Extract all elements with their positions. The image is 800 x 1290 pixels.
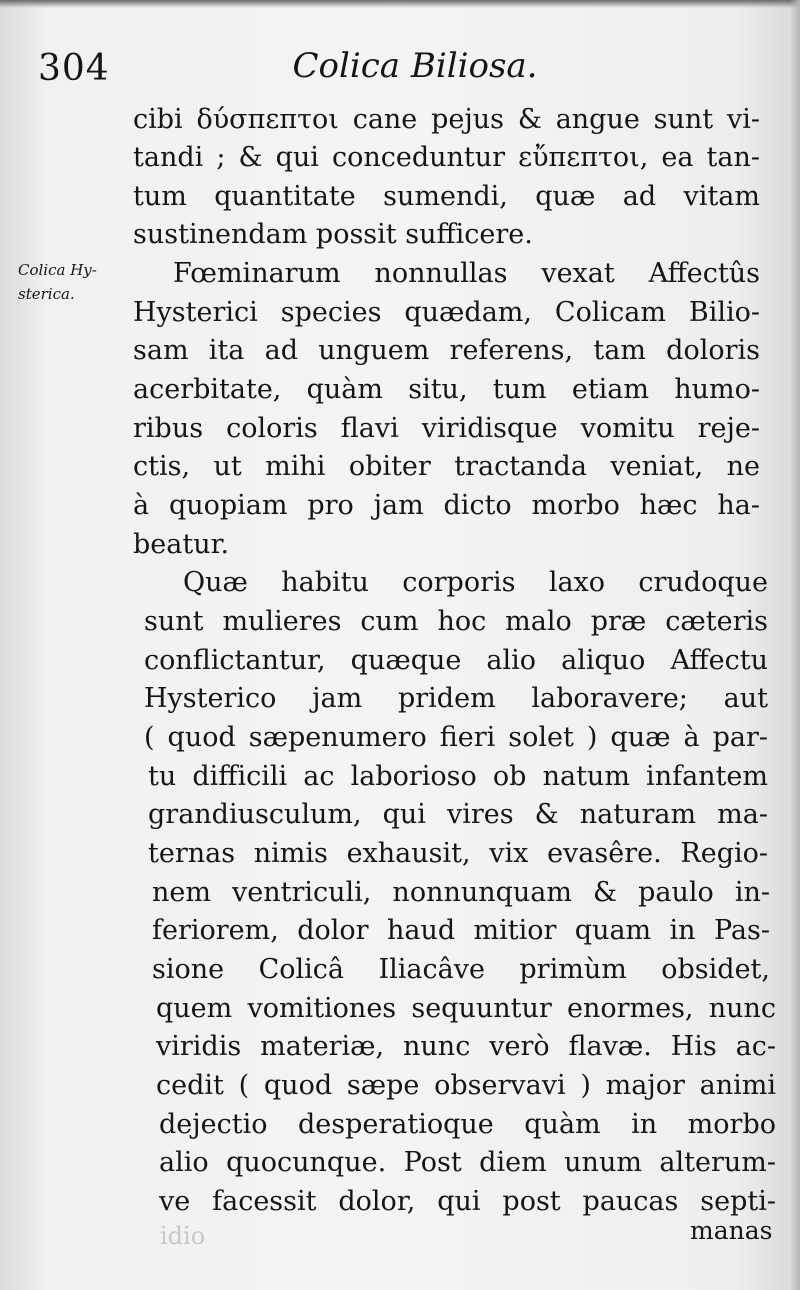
marginal-note-line: Colica Hy- [18,261,97,279]
text-line: Hysterici species quædam, Colicam Bilio- [133,297,760,328]
text-line: conflictantur, quæque alio aliquo Affectu [144,645,768,676]
text-line: ribus coloris flavi viridisque vomitu reje- [133,413,760,444]
text-line: viridis materiæ, nunc verò flavæ. His ac- [156,1031,776,1062]
text-line: sione Colicâ Iliacâve primùm obsidet, [152,954,770,985]
text-line: tum quantitate sumendi, quæ ad vitam [133,181,760,212]
marginal-note [18,258,128,306]
text-line: Hysterico jam pridem laboravere; aut [144,683,768,714]
scan-top-shadow [0,0,800,8]
running-head: Colica Biliosa. [292,46,538,86]
page-number: 304 [38,48,110,89]
text-line: nem ventriculi, nonnunquam & paulo in- [152,877,770,908]
text-line: feriorem, dolor haud mitior quam in Pas- [152,915,770,946]
text-line: ternas nimis exhausit, vix evasêre. Regio- [148,838,768,869]
text-line: beatur. [133,529,230,560]
text-line: ve facessit dolor, qui post paucas septi- [159,1186,776,1217]
marginal-note-line: sterica. [18,285,75,303]
text-line: cibi δύσπεπτοι cane pejus & angue sunt vi- [133,104,760,135]
text-line: grandiusculum, qui vires & naturam ma- [148,799,768,830]
text-line: sam ita ad unguem referens, tam doloris [133,335,760,366]
text-line: ( quod sæpenumero fieri solet ) quæ à par- [144,722,768,753]
text-line: Quæ habitu corporis laxo crudoque [183,567,768,598]
text-line: tandi ; & qui conceduntur εὔπεπτοι, ea tan- [133,142,760,173]
text-line: dejectio desperatioque quàm in morbo [159,1109,776,1140]
page-edge-shadow [790,0,800,1290]
text-line: à quopiam pro jam dicto morbo hæc ha- [133,490,760,521]
text-line: quem vomitiones sequuntur enormes, nunc [156,993,776,1024]
text-line: cedit ( quod sæpe observavi ) major animi [156,1070,776,1101]
text-line: tu difficili ac laborioso ob natum infantem [148,761,768,792]
text-line: sustinendam possit sufficere. [133,219,533,250]
text-line: alio quocunque. Post diem unum alterum- [159,1147,776,1178]
catchword: manas [690,1216,773,1245]
text-line: Fœminarum nonnullas vexat Affectûs [173,258,760,289]
page-header [0,40,800,100]
text-line: sunt mulieres cum hoc malo præ cæteris [144,606,768,637]
text-line: ctis, ut mihi obiter tractanda veniat, ne [133,451,760,482]
bleed-through-text: idio [160,1222,206,1250]
text-line: acerbitate, quàm situ, tum etiam humo- [133,374,760,405]
